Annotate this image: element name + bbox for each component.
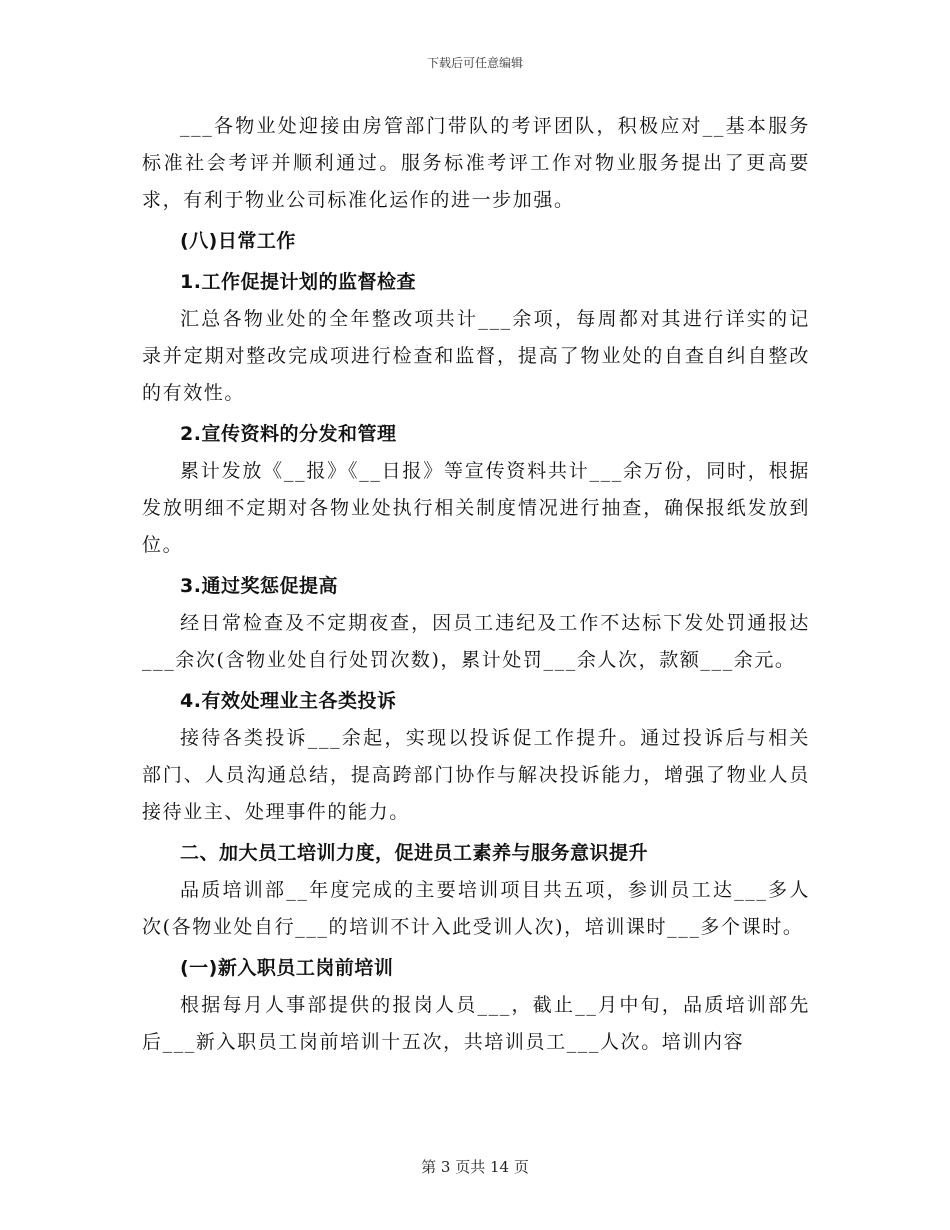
paragraph: 累计发放《__报》《__日报》等宣传资料共计___余万份，同时，根据发放明细不定期对各物业处执行相关制度情况进行抽查，确保报纸发放到位。 xyxy=(142,460,810,556)
section-heading: (一)新入职员工岗前培训 xyxy=(180,957,394,979)
paragraph: ___各物业处迎接由房管部门带队的考评团队，积极应对__基本服务标准社会考评并顺利通过。服务标准考评工作对物业服务提出了更高要求，有利于物业公司标准化运作的进一步加强。 xyxy=(142,115,810,211)
paragraph: 接待各类投诉___余起，实现以投诉促工作提升。通过投诉后与相关部门、人员沟通总结，提高跨部门协作与解决投诉能力，增强了物业人员接待业主、处理事件的能力。 xyxy=(142,727,810,823)
paragraph: 根据每月人事部提供的报岗人员___，截止__月中旬，品质培训部先后___新入职员工岗前培训十五次，共培训员工___人次。培训内容 xyxy=(142,994,810,1053)
page-footer: 第 3 页共 14 页 xyxy=(421,1158,529,1176)
subsection-heading: 3.通过奖惩促提高 xyxy=(180,575,338,597)
subsection-heading: 2.宣传资料的分发和管理 xyxy=(180,423,397,445)
page-header: 下载后可任意编辑 xyxy=(426,56,523,70)
subsection-heading: 4.有效处理业主各类投诉 xyxy=(180,690,397,712)
subsection-heading: 1.工作促提计划的监督检查 xyxy=(180,271,416,293)
section-heading: 二、加大员工培训力度，促进员工素养与服务意识提升 xyxy=(180,842,649,864)
paragraph: 经日常检查及不定期夜查，因员工违纪及工作不达标下发处罚通报达___余次(含物业处自行处罚次数)，累计处罚___余人次，款额___余元。 xyxy=(142,612,810,671)
document-body xyxy=(142,108,810,1061)
paragraph: 品质培训部__年度完成的主要培训项目共五项，参训员工达___多人次(各物业处自行___的培训不计入此受训人次)，培训课时___多个课时。 xyxy=(142,879,810,938)
section-heading: (八)日常工作 xyxy=(180,230,296,252)
paragraph: 汇总各物业处的全年整改项共计___余项，每周都对其进行详实的记录并定期对整改完成项进行检查和监督，提高了物业处的自查自纠自整改的有效性。 xyxy=(142,308,810,404)
